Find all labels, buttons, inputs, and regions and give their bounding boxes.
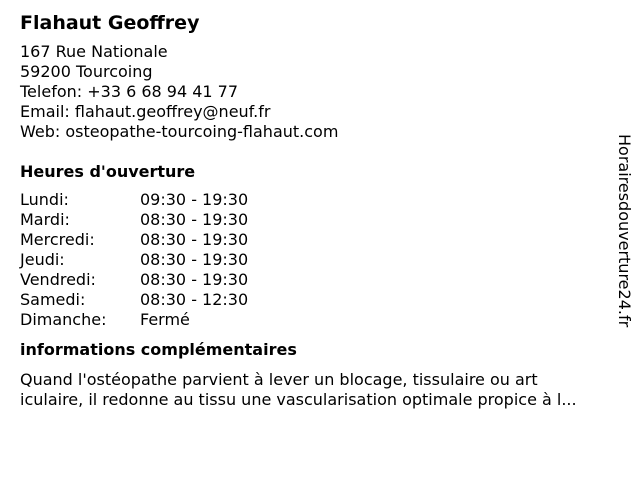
time-range: 08:30 - 19:30	[140, 210, 249, 229]
address-city: 59200 Tourcoing	[20, 62, 153, 81]
phone-line: Telefon: +33 6 68 94 41 77	[20, 82, 239, 101]
time-range: 08:30 - 12:30	[140, 290, 249, 309]
day-label: Lundi:	[20, 190, 69, 209]
hours-row-thursday	[20, 250, 620, 270]
opening-hours-table	[20, 190, 620, 330]
hours-row-wednesday	[20, 230, 620, 250]
site-watermark: Horairesdouverture24.fr	[615, 134, 634, 328]
day-label: Samedi:	[20, 290, 86, 309]
address-street: 167 Rue Nationale	[20, 42, 168, 61]
hours-row-tuesday	[20, 210, 620, 230]
info-text-line: iculaire, il redonne au tissu une vascularisation optimale propice à l...	[20, 390, 577, 409]
time-range: 09:30 - 19:30	[140, 190, 249, 209]
business-card	[20, 10, 620, 410]
time-range: 08:30 - 19:30	[140, 270, 249, 289]
additional-info-title: informations complémentaires	[20, 340, 297, 359]
day-label: Dimanche:	[20, 310, 107, 329]
info-text-line: Quand l'ostéopathe parvient à lever un blocage, tissulaire ou art	[20, 370, 538, 389]
hours-row-friday	[20, 270, 620, 290]
hours-row-monday	[20, 190, 620, 210]
time-range: 08:30 - 19:30	[140, 230, 249, 249]
time-range: 08:30 - 19:30	[140, 250, 249, 269]
day-label: Mardi:	[20, 210, 70, 229]
web-line: Web: osteopathe-tourcoing-flahaut.com	[20, 122, 339, 141]
day-label: Vendredi:	[20, 270, 96, 289]
hours-row-sunday	[20, 310, 620, 330]
opening-hours-title: Heures d'ouverture	[20, 162, 196, 181]
day-label: Jeudi:	[20, 250, 65, 269]
business-name: Flahaut Geoffrey	[20, 12, 200, 34]
day-label: Mercredi:	[20, 230, 95, 249]
hours-row-saturday	[20, 290, 620, 310]
additional-info-text	[20, 370, 624, 410]
email-line: Email: flahaut.geoffrey@neuf.fr	[20, 102, 271, 121]
time-range: Fermé	[140, 310, 190, 329]
